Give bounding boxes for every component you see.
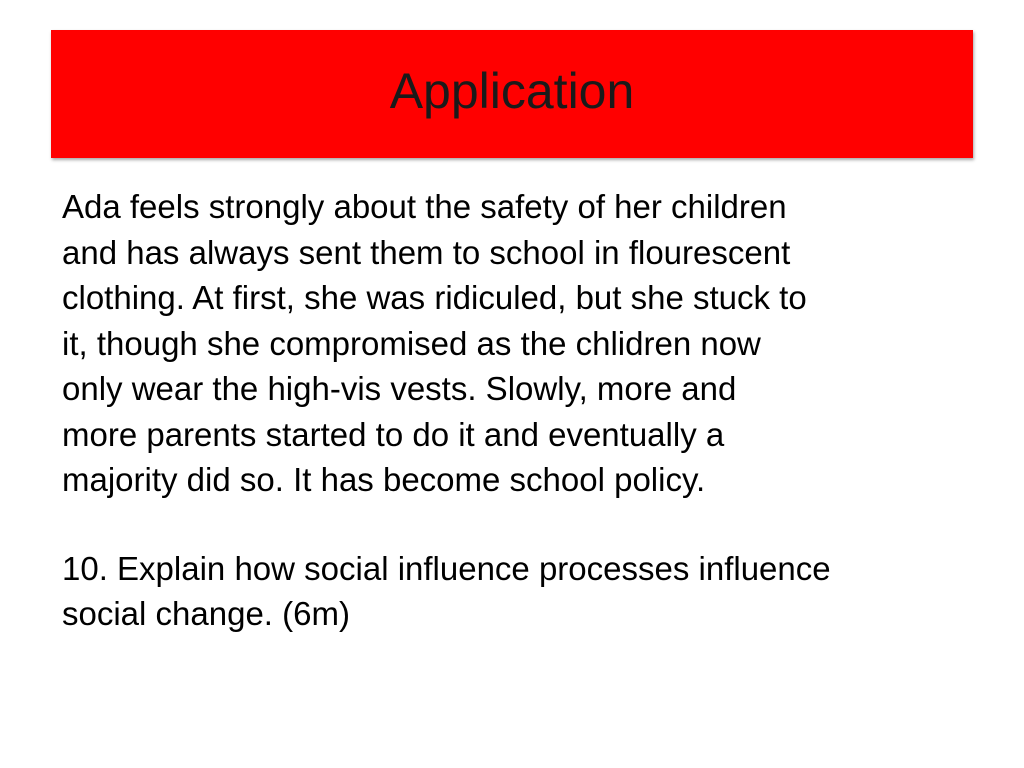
question-paragraph [62, 546, 972, 637]
text-line: majority did so. It has become school policy. [62, 461, 706, 498]
title-banner [51, 30, 973, 158]
text-line: only wear the high-vis vests. Slowly, more and [62, 370, 737, 407]
text-line: Ada feels strongly about the safety of her children [62, 188, 787, 225]
text-line: and has always sent them to school in flourescent [62, 233, 791, 271]
scenario-paragraph [62, 184, 972, 503]
text-line: social change. (6m) [62, 595, 350, 632]
slide-body [62, 184, 972, 637]
text-line: more parents started to do it and eventually a [62, 415, 725, 453]
text-line: clothing. At first, she was ridiculed, but she stuck to [62, 279, 807, 316]
text-line: it, though she compromised as the chlidren now [62, 324, 761, 362]
slide-title: Application [389, 63, 635, 119]
text-line: 10. Explain how social influence processes influence [62, 549, 831, 587]
